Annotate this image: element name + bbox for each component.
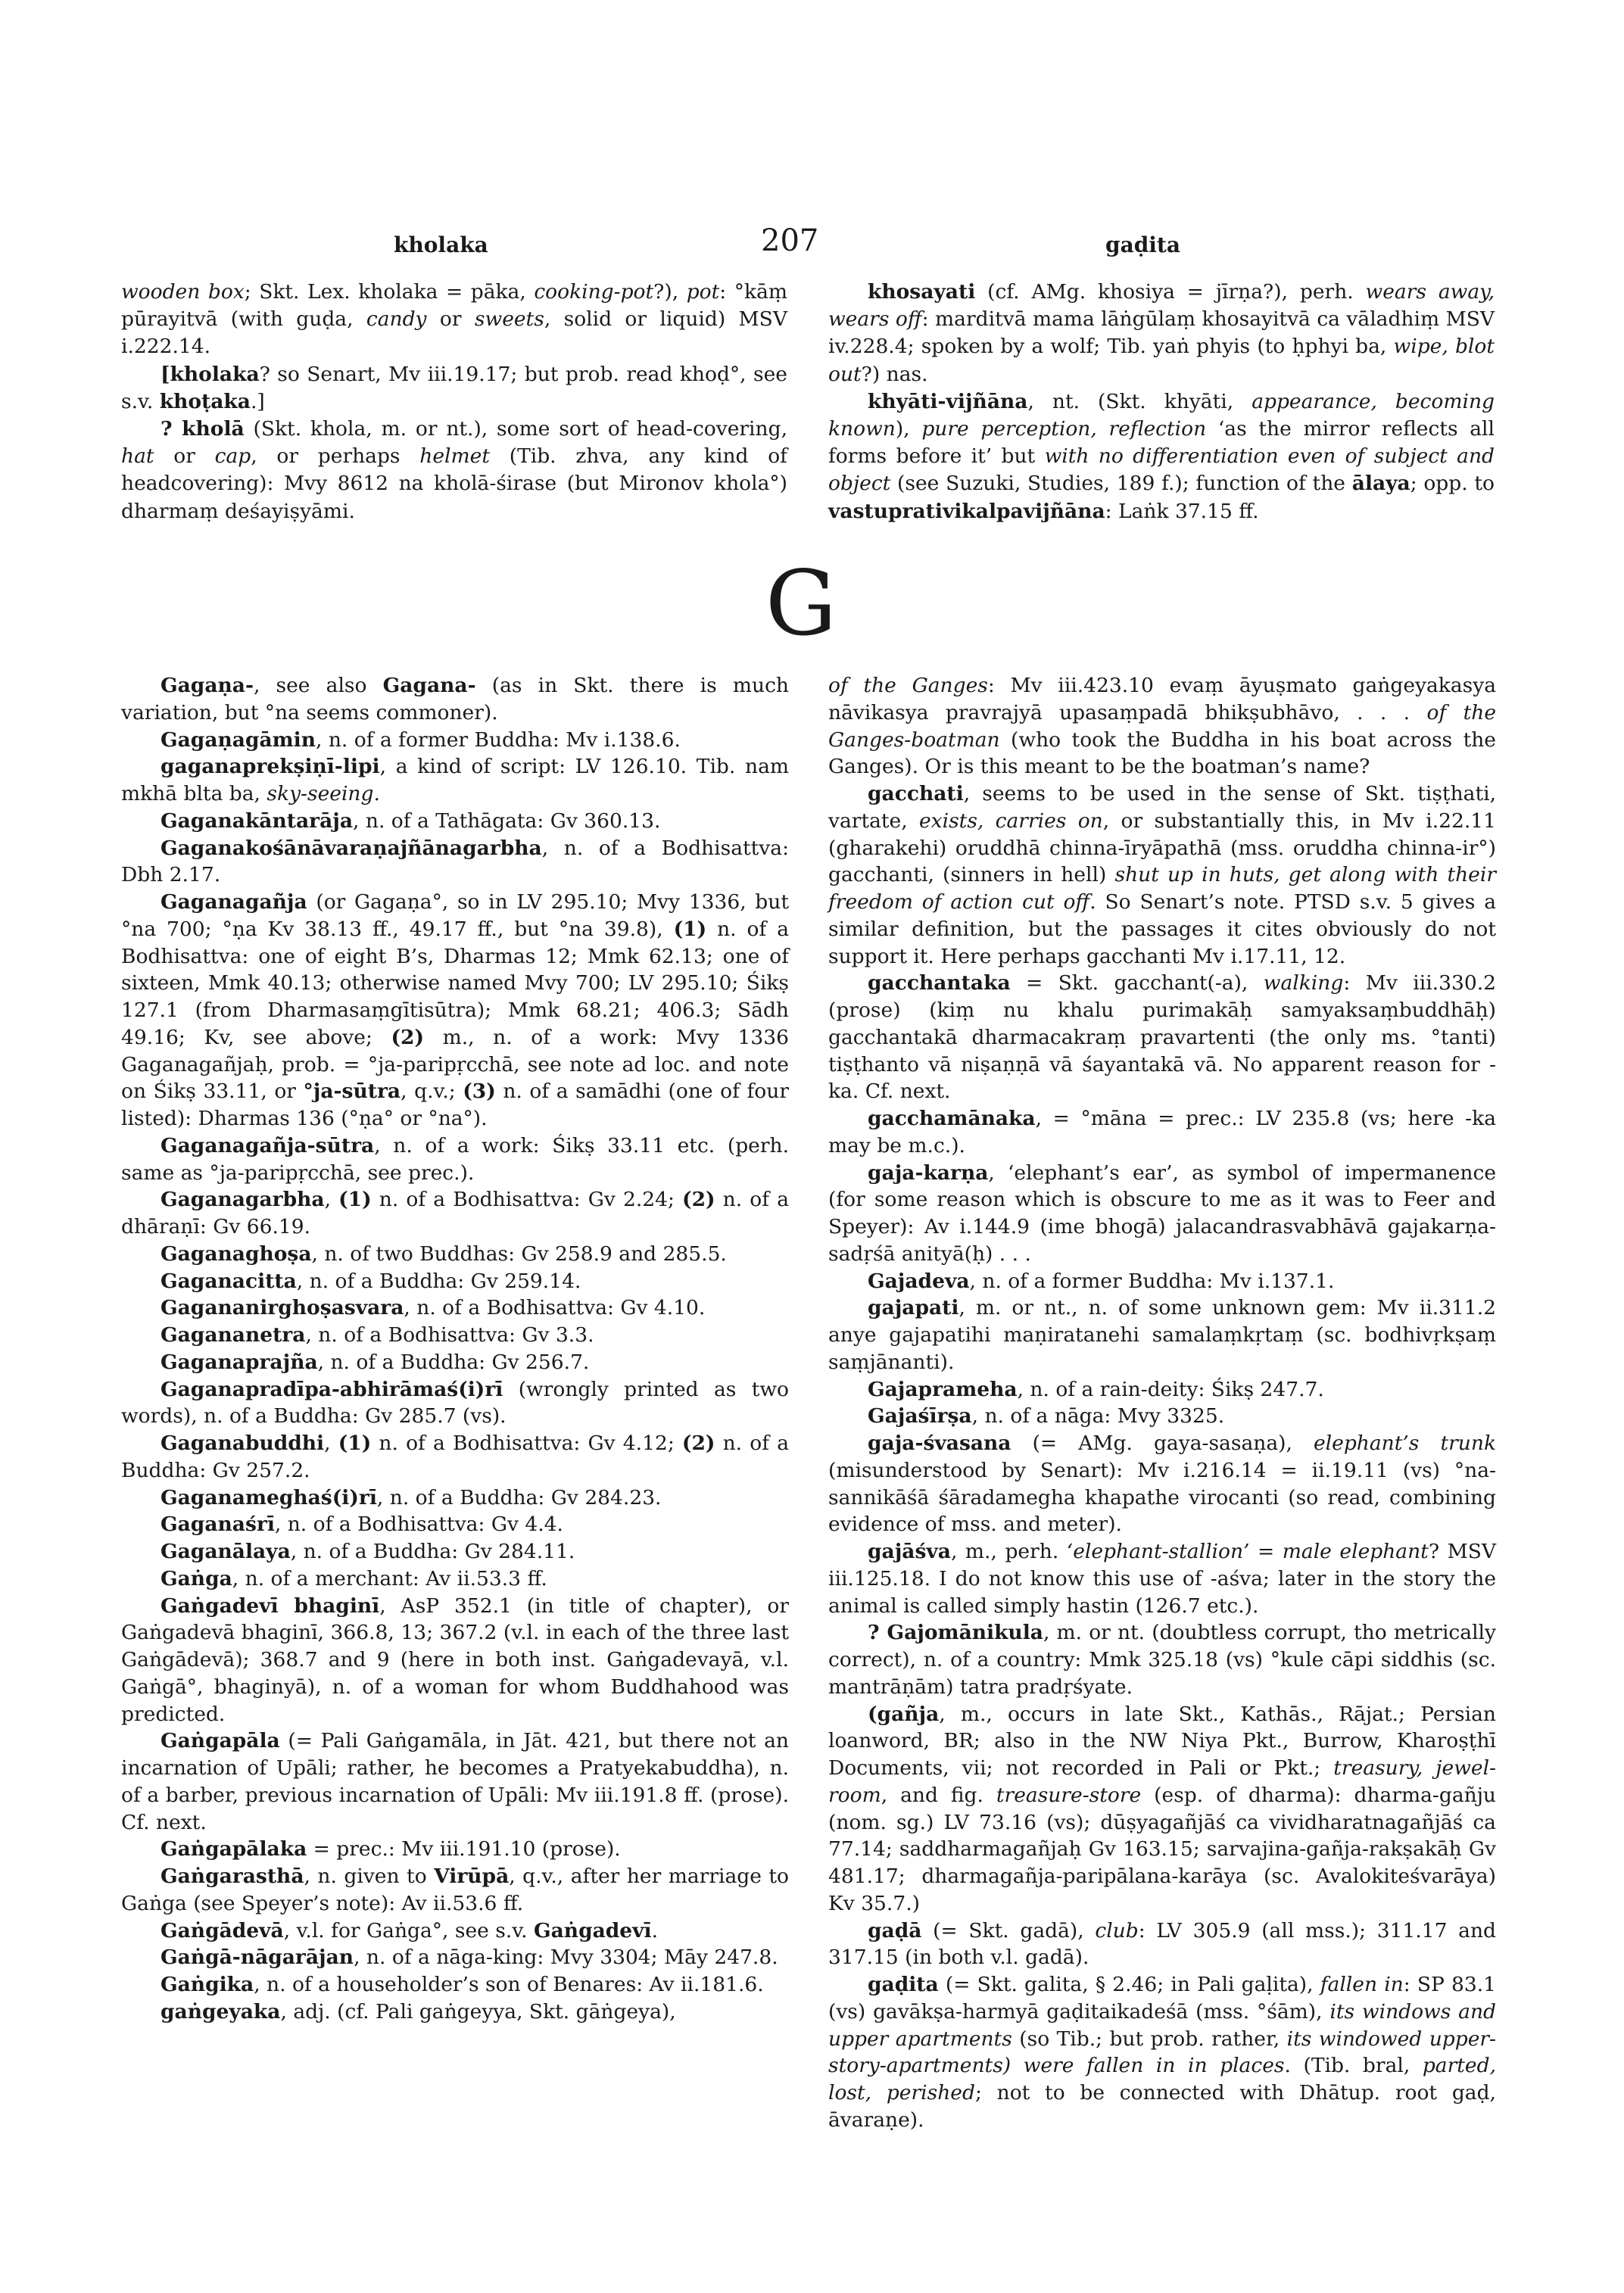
- running-head-left: kholaka: [394, 232, 488, 257]
- entry-text: (cf. AMg. khosiya = jīrṇa?), perh.: [975, 280, 1366, 304]
- entry-text: ? so Senart, Mv iii.19.17; but prob. read khoḍ°, see s.v.: [121, 362, 787, 413]
- entry-text: , n. of a work: Śikṣ 33.11 etc. (perh. same as °ja-paripṛcchā, see prec.).: [121, 1133, 789, 1185]
- entry-text: , n. of a Bodhisattva: Gv 3.3.: [305, 1323, 594, 1347]
- entry-text: : Laṅk 37.15 ff.: [1105, 499, 1259, 523]
- entry-text: ? MSV iii.125.18. I do not know this use of -aśva; later in the story the animal is called simply hastin (126.7 etc.).: [828, 1540, 1496, 1618]
- entry-text: , n. of a former Buddha: Mv i.138.6.: [316, 727, 681, 752]
- entry-gloss: of the Ganges-boatman: [828, 700, 1497, 752]
- entry-headword: Gaṅgapāla: [161, 1729, 280, 1753]
- entry-text: : Mv iii.423.10 evaṃ āyuṣmato gaṅgeyakasya nāvikasya pravrajyā upasaṃpadā bhikṣubhāvo, . . .: [828, 674, 1497, 724]
- dictionary-entry: [121, 1241, 789, 1268]
- entry-headword: Gaganagañja-sūtra: [161, 1133, 375, 1157]
- entry-headword: gacchamānaka: [868, 1107, 1036, 1130]
- dictionary-entry: [121, 1132, 789, 1187]
- entry-headword: Virūpā: [434, 1865, 510, 1888]
- entry-gloss: wooden box: [121, 280, 245, 304]
- entry-gloss: club: [1095, 1918, 1139, 1943]
- dictionary-entry: [828, 1105, 1496, 1160]
- entry-text: , n. of a Buddha: Gv 256.7.: [317, 1350, 590, 1374]
- entry-text: : °kāṃ pūrayitvā (with guḍa,: [121, 280, 787, 332]
- entry-headword: Gaganālaya: [161, 1540, 291, 1563]
- entry-gloss: wears away, wears off: [828, 280, 1495, 332]
- entry-headword: Gaganagañja: [161, 890, 307, 914]
- entry-text: : marditvā mama lāṅgūlaṃ khosayitvā ca vāladhiṃ MSV iv.228.4; spoken by a wolf; Tib. yaṅ phyis (to ḥphyi ba,: [828, 307, 1495, 359]
- dictionary-entry: [121, 1322, 789, 1349]
- dictionary-entry: [828, 1376, 1496, 1404]
- dictionary-entry: [828, 1160, 1496, 1268]
- entry-headword: ālaya: [1351, 472, 1410, 496]
- entry-headword: Gaṅga: [161, 1566, 232, 1590]
- entry-headword: Gaṅgādevā: [161, 1918, 284, 1943]
- entry-text: , q.v., after her marriage to Gaṅga (see Speyer’s note): Av ii.53.6 ff.: [121, 1865, 790, 1915]
- dictionary-entry: [121, 808, 789, 835]
- entry-text: n. of a Buddha: Gv 257.2.: [121, 1432, 790, 1482]
- top-left-column: [121, 279, 787, 525]
- dictionary-entry: [828, 1268, 1496, 1295]
- entry-gloss: sweets: [474, 307, 544, 332]
- entry-headword: Gaṅgadevī: [534, 1918, 652, 1943]
- entry-text: (esp. of dharma): dharma-gañju (nom. sg.) LV 73.16 (vs); dūṣyagañjāś ca vividharatnagañjāś ca 77.14; saddharmagañjaḥ Gv 163.15; sarvajina-gañja-rakṣakāḥ Gv 481.17; dharmagañja-paripālana-karāya (sc. Avalokiteśvarāya) Kv 35.7.): [828, 1783, 1496, 1915]
- entry-text: , v.l. for Gaṅga°, see s.v.: [283, 1918, 534, 1943]
- entry-gloss: fallen in: [1320, 1973, 1404, 1996]
- entry-headword: Gaganameghaś(i)rī: [161, 1485, 377, 1509]
- entry-text: n. of a dhāraṇī: Gv 66.19.: [121, 1188, 789, 1238]
- entry-headword: (2): [391, 1025, 424, 1049]
- entry-text: n. of a Bodhisattva: Gv 2.24;: [371, 1188, 683, 1212]
- entry-text: , n. of a Buddha: Gv 259.14.: [296, 1269, 581, 1293]
- dictionary-entry: [121, 361, 787, 416]
- entry-headword: Gaganacitta: [161, 1269, 297, 1293]
- entry-text: (see Suzuki, Studies, 189 f.); function of the: [890, 472, 1352, 496]
- entry-gloss: exists, carries on: [918, 808, 1103, 833]
- dictionary-entry: [828, 1403, 1496, 1430]
- entry-gloss: pot: [686, 280, 720, 304]
- entry-text: (as in Skt. there is much variation, but °na seems commoner).: [121, 674, 789, 724]
- entry-headword: gacchati: [868, 782, 964, 805]
- entry-headword: khoṭaka: [159, 389, 251, 413]
- entry-text: , n. of a rain-deity: Śikṣ 247.7.: [1017, 1377, 1324, 1401]
- dictionary-entry: [121, 1538, 789, 1566]
- entry-text: (wrongly printed as two words), n. of a Buddha: Gv 285.7 (vs).: [121, 1377, 789, 1428]
- entry-text: ,: [324, 1188, 339, 1212]
- dictionary-entry: [828, 1430, 1496, 1538]
- entry-headword: Gaganakāntarāja: [161, 808, 354, 833]
- entry-text: , and fig.: [881, 1783, 996, 1807]
- entry-gloss: wipe, blot out: [828, 335, 1495, 386]
- entry-text: , AsP 352.1 (in title of chapter), or Gaṅgadevā bhaginī, 366.8, 13; 367.2 (v.l. in each of the three last Gaṅgādevā); 368.7 and 9 (here in both inst. Gaṅgadevayā, v.l. Gaṅgā°, bhaginyā), n. of a woman for whom Buddhahood was predicted.: [121, 1594, 790, 1726]
- entry-headword: (3): [463, 1080, 496, 1104]
- entry-text: , n. given to: [304, 1865, 435, 1888]
- entry-text: ; opp. to: [1410, 472, 1495, 496]
- dictionary-entry: [828, 780, 1496, 970]
- entry-text: . So Senart’s note. PTSD s.v. 5 gives a similar definition, but the passages it cites obviously do not support it. Here perhaps gacchanti Mv i.17.11, 12.: [828, 890, 1496, 968]
- entry-text: , n. of a Tathāgata: Gv 360.13.: [353, 808, 661, 833]
- entry-gloss: hat: [121, 444, 154, 469]
- entry-gloss: shut up in huts, get along with their freedom of action cut off: [828, 863, 1497, 914]
- dictionary-entry: [121, 1728, 789, 1836]
- entry-gloss: treasure-store: [996, 1783, 1142, 1807]
- entry-gloss: sky-seeing: [267, 782, 374, 805]
- entry-text: ‘as the mirror reflects all forms before it’ but: [828, 417, 1495, 469]
- dictionary-entry: [828, 279, 1495, 388]
- entry-text: (or Gagaṇa°, so in LV 295.10; Mvy 1336, but °na 700; °ṇa Kv 38.13 ff., 49.17 ff., but °na 39.8),: [121, 890, 789, 941]
- top-right-column: [828, 279, 1495, 525]
- entry-gloss: treasury, jewel-room: [828, 1756, 1496, 1807]
- entry-text: (= AMg. gaya-sasaṇa),: [1011, 1432, 1314, 1455]
- entry-headword: (gañja: [868, 1702, 940, 1726]
- entry-text: , n. of a former Buddha: Mv i.137.1.: [969, 1269, 1335, 1293]
- dictionary-entry: [121, 279, 787, 361]
- dictionary-entry: [121, 1485, 789, 1512]
- entry-headword: Gaganaprajña: [161, 1350, 318, 1374]
- entry-headword: Gagaṇa-: [161, 674, 254, 697]
- entry-text: , n. of a Buddha: Gv 284.23.: [376, 1485, 662, 1509]
- entry-headword: Gaganapradīpa-abhirāmaś(i)rī: [161, 1377, 503, 1401]
- entry-headword: Gagananirghoṣasvara: [161, 1296, 404, 1320]
- entry-text: , m. or nt. (doubtless corrupt, tho metrically correct), n. of a country: Mmk 325.18 (vs) °kule cāpi siddhis (sc. mantrāṇām) tatra pradṛśyate.: [828, 1621, 1496, 1699]
- entry-gloss: walking: [1263, 971, 1344, 995]
- entry-text: =: [1249, 1540, 1283, 1563]
- entry-headword: Gaṅgika: [161, 1973, 254, 1996]
- entry-text: , seems to be used in the sense of Skt. tiṣṭhati, vartate,: [828, 782, 1496, 833]
- entry-headword: gaḍā: [868, 1918, 922, 1943]
- entry-text: , m., occurs in late Skt., Kathās., Rājat.; Persian loanword, BR; also in the NW Niya Pkt., Burrow, Kharoṣṭhī Documents, vii; not recorded in Pali or Pkt.;: [828, 1702, 1496, 1780]
- dictionary-entry: [121, 1918, 789, 1945]
- entry-gloss: ‘elephant-stallion’: [1066, 1540, 1250, 1563]
- entry-text: , nt. (Skt. khyāti,: [1027, 389, 1252, 413]
- entry-text: , solid or liquid) MSV i.222.14.: [121, 307, 787, 359]
- dictionary-entry: [121, 672, 789, 727]
- entry-text: , n. of a nāga-king: Mvy 3304; Māy 247.8.: [354, 1946, 778, 1970]
- entry-headword: Gajaprameha: [868, 1377, 1018, 1401]
- dictionary-entry: [121, 1268, 789, 1295]
- dictionary-entry: [121, 1836, 789, 1863]
- dictionary-entry: [121, 1294, 789, 1322]
- entry-text: .: [373, 782, 380, 805]
- entry-headword: Gaganakośānāvaraṇajñānagarbha: [161, 836, 542, 860]
- entry-headword: Gaṅgapālaka: [161, 1837, 307, 1862]
- entry-gloss: its windowed upper-story-apartments) were fallen in in places: [828, 2027, 1496, 2078]
- dictionary-entry: [828, 1294, 1496, 1375]
- entry-text: , n. of a nāga: Mvy 3325.: [971, 1404, 1225, 1428]
- dictionary-entry: [121, 1511, 789, 1538]
- running-head: [121, 223, 1560, 269]
- entry-headword: Gaṅgarasthā: [161, 1865, 304, 1888]
- dictionary-entry: [121, 1593, 789, 1728]
- entry-gloss: cooking-pot: [534, 280, 654, 304]
- entry-text: (who took the Buddha in his boat across the Ganges). Or is this meant to be the boatman’s name?: [828, 727, 1496, 779]
- entry-text: = Skt. gacchant(-a),: [1010, 971, 1264, 995]
- entry-gloss: helmet: [419, 444, 490, 469]
- entry-headword: Gagananetra: [161, 1323, 306, 1347]
- entry-headword: °ja-sūtra: [303, 1080, 401, 1104]
- entry-text: , m. or nt., n. of some unknown gem: Mv ii.311.2 anye gajapatihi maṇiratanehi samalaṃkṛtaṃ (sc. bodhivṛkṣaṃ saṃjānanti).: [828, 1296, 1496, 1374]
- entry-text: ,: [324, 1432, 338, 1455]
- dictionary-entry: [121, 753, 789, 808]
- section-letter: G: [765, 551, 837, 656]
- entry-text: , or substantially this, in Mv i.22.11 (gharakehi) oruddhā chinna-īryāpathā (mss. oruddha chinna-ir°) gacchanti, (sinners in hell): [828, 808, 1496, 887]
- entry-gloss: with no differentiation even of subject and object: [828, 444, 1495, 496]
- entry-headword: Gaganaghoṣa: [161, 1242, 312, 1266]
- entry-headword: ? kholā: [161, 417, 245, 441]
- entry-gloss: male elephant: [1282, 1540, 1429, 1563]
- entry-text: , ‘elephant’s ear’, as symbol of impermanence (for some reason which is obscure to me as it was to Feer and Speyer): Av i.144.9 (ime bhogā) jalacandrasvabhāvā gajakarṇa-sadṛśā anityā(ḥ) . . .: [828, 1161, 1496, 1266]
- entry-text: , see also: [253, 674, 383, 697]
- entry-headword: (1): [673, 917, 707, 941]
- entry-headword: (2): [682, 1188, 715, 1212]
- dictionary-entry: [828, 1918, 1496, 1972]
- entry-text: , n. of a Bodhisattva: Dbh 2.17.: [121, 836, 789, 887]
- dictionary-entry: [828, 672, 1496, 780]
- entry-headword: gaṅgeyaka: [161, 1999, 281, 2024]
- entry-text: , a kind of script: LV 126.10. Tib. nam mkhā blta ba,: [121, 755, 789, 805]
- main-left-column: [121, 672, 789, 2026]
- dictionary-entry: [121, 1430, 789, 1485]
- dictionary-entry: [828, 1619, 1496, 1700]
- entry-text: n. of a Bodhisattva: Gv 4.12;: [371, 1432, 682, 1455]
- entry-gloss: of the Ganges: [828, 674, 988, 697]
- dictionary-entry: [121, 1971, 789, 1999]
- entry-text: : SP 83.1 (vs) gavākṣa-harmyā gaḍitaikadeśā (mss. °śām),: [828, 1973, 1497, 2024]
- entry-text: or: [426, 307, 475, 332]
- entry-gloss: candy: [366, 307, 427, 332]
- entry-headword: gaganaprekṣiṇī-lipi: [161, 755, 380, 779]
- dictionary-entry: [121, 727, 789, 754]
- entry-text: (= Skt. gadā),: [921, 1918, 1096, 1943]
- entry-text: = prec.: Mv iii.191.10 (prose).: [307, 1837, 621, 1862]
- dictionary-entry: [121, 1349, 789, 1376]
- entry-headword: vastuprativikalpavijñāna: [828, 499, 1105, 523]
- dictionary-entry: [828, 388, 1495, 525]
- dictionary-entry: [828, 1538, 1496, 1619]
- entry-headword: Gagana-: [382, 674, 476, 697]
- entry-headword: ? Gajomānikula: [868, 1621, 1043, 1645]
- dictionary-entry: [828, 970, 1496, 1105]
- entry-headword: gaja-śvasana: [868, 1432, 1011, 1455]
- entry-headword: (2): [681, 1432, 715, 1455]
- entry-text: n. of a samādhi (one of four listed): Dharmas 136 (°ṇa° or °na°).: [121, 1080, 790, 1130]
- dictionary-entry: [828, 1701, 1496, 1918]
- entry-text: (so Tib.; but prob. rather,: [1011, 2027, 1287, 2051]
- dictionary-entry: [121, 1863, 789, 1918]
- dictionary-entry: [121, 1376, 789, 1431]
- entry-text: : LV 305.9 (all mss.); 311.17 and 317.15 (in both v.l. gadā).: [828, 1918, 1497, 1970]
- entry-gloss: elephant’s trunk: [1313, 1432, 1496, 1455]
- running-head-right: gaḍita: [1105, 232, 1181, 257]
- entry-headword: Gaganabuddhi: [161, 1432, 325, 1455]
- entry-headword: (1): [338, 1432, 372, 1455]
- entry-text: ?),: [653, 280, 687, 304]
- dictionary-entry: [121, 1566, 789, 1593]
- entry-text: ?) nas.: [861, 362, 928, 386]
- entry-text: , m., perh.: [950, 1540, 1067, 1563]
- dictionary-entry: [121, 1944, 789, 1971]
- entry-headword: Gajadeva: [868, 1269, 970, 1293]
- entry-text: , n. of a householder’s son of Benares: Av ii.181.6.: [254, 1973, 764, 1996]
- entry-headword: gaḍita: [868, 1973, 939, 1996]
- entry-headword: khosayati: [868, 280, 976, 304]
- main-right-column: [828, 672, 1496, 2134]
- entry-headword: (1): [338, 1188, 372, 1212]
- entry-headword: gacchantaka: [868, 971, 1011, 995]
- entry-text: n. of a Bodhisattva: one of eight B’s, Dharmas 12; Mmk 62.13; one of sixteen, Mmk 40.13; otherwise named Mvy 700; LV 295.10; Śikṣ 127.1 (from Dharmasaṃgītisūtra); Mmk 68.21; 406.3; Sādh 49.16; Kv, see above;: [121, 917, 789, 1049]
- entry-text: , n. of a Bodhisattva: Gv 4.4.: [274, 1513, 563, 1537]
- entry-text: .: [651, 1918, 659, 1943]
- entry-gloss: parted, lost, perished: [828, 2054, 1496, 2105]
- page-number: 207: [761, 223, 819, 258]
- entry-text: : Mv iii.330.2 (prose) (kiṃ nu khalu purimakāḥ samyaksaṃbuddhāḥ) gacchantakā dharmacakraṃ pravartenti (the only ms. °tanti) tiṣṭhanto vā niṣaṇṇā vā śayantakā vā. No apparent reason for -ka. Cf. next.: [828, 971, 1496, 1104]
- entry-headword: gajapati: [868, 1296, 959, 1320]
- entry-text: (= Skt. galita, § 2.46; in Pali gaḷita),: [938, 1973, 1320, 1996]
- entry-text: ; not to be connected with Dhātup. root gaḍ, āvaraṇe).: [828, 2081, 1496, 2132]
- entry-text: (Tib. zhva, any kind of headcovering): Mvy 8612 na kholā-śirase (but Mironov khola°) dharmaṃ deśayiṣyāmi.: [121, 444, 787, 523]
- entry-headword: gajāśva: [868, 1540, 951, 1563]
- entry-text: or: [154, 444, 215, 469]
- entry-text: , or perhaps: [251, 444, 420, 469]
- entry-headword: Gaṅgadevī bhaginī: [161, 1594, 380, 1618]
- entry-headword: Gaganaśrī: [161, 1513, 275, 1537]
- entry-headword: khyāti-vijñāna: [868, 389, 1028, 413]
- entry-text: ; Skt. Lex. kholaka = pāka,: [244, 280, 535, 304]
- dictionary-entry: [121, 889, 789, 1132]
- entry-text: , adj. (cf. Pali gaṅgeyya, Skt. gāṅgeya),: [280, 1999, 676, 2024]
- entry-headword: gaja-karṇa: [868, 1161, 989, 1185]
- entry-gloss: its windows and upper apartments: [828, 1999, 1496, 2051]
- entry-text: (= Pali Gaṅgamāla, in Jāt. 421, but there not an incarnation of Upāli; rather, he becomes a Pratyekabuddha), n. of a barber, previous incarnation of Upāli: Mv iii.191.8 ff. (prose). Cf. next.: [121, 1729, 789, 1834]
- entry-text: , n. of two Buddhas: Gv 258.9 and 285.5.: [311, 1242, 727, 1266]
- entry-headword: [kholaka: [161, 362, 260, 386]
- entry-headword: Gagaṇagāmin: [161, 727, 316, 752]
- entry-text: (misunderstood by Senart): Mv i.216.14 = ii.19.11 (vs) °na-sannikāśā śāradamegha khapathe virocanti (so read, combining evidence of mss. and meter).: [828, 1458, 1496, 1537]
- dictionary-entry: [121, 1999, 789, 2026]
- entry-text: ),: [895, 417, 922, 441]
- entry-text: , n. of a merchant: Av ii.53.3 ff.: [232, 1566, 547, 1590]
- entry-text: (Skt. khola, m. or nt.), some sort of head-covering,: [244, 417, 787, 441]
- entry-text: , q.v.;: [401, 1080, 463, 1104]
- entry-headword: Gaganagarbha: [161, 1188, 325, 1212]
- entry-gloss: pure perception, reflection: [921, 417, 1207, 441]
- entry-text: , n. of a Bodhisattva: Gv 4.10.: [404, 1296, 706, 1320]
- dictionary-entry: [121, 835, 789, 889]
- dictionary-entry: [828, 1971, 1496, 2134]
- entry-text: , n. of a Buddha: Gv 284.11.: [290, 1540, 575, 1563]
- entry-text: . (Tib. bral,: [1284, 2054, 1423, 2078]
- entry-headword: Gajaśīrṣa: [868, 1404, 972, 1428]
- entry-text: , = °māna = prec.: LV 235.8 (vs; here -ka may be m.c.).: [828, 1107, 1496, 1157]
- entry-gloss: cap: [214, 444, 251, 469]
- entry-text: m., n. of a work: Mvy 1336 Gaganagañjaḥ, prob. = °ja-paripṛcchā, see note ad loc. and note on Śikṣ 33.11, or: [121, 1025, 789, 1104]
- entry-headword: Gaṅgā-nāgarājan: [161, 1946, 354, 1970]
- entry-gloss: appearance, becoming known: [828, 389, 1495, 441]
- dictionary-entry: [121, 416, 787, 525]
- entry-text: .]: [250, 389, 265, 413]
- dictionary-entry: [121, 1186, 789, 1241]
